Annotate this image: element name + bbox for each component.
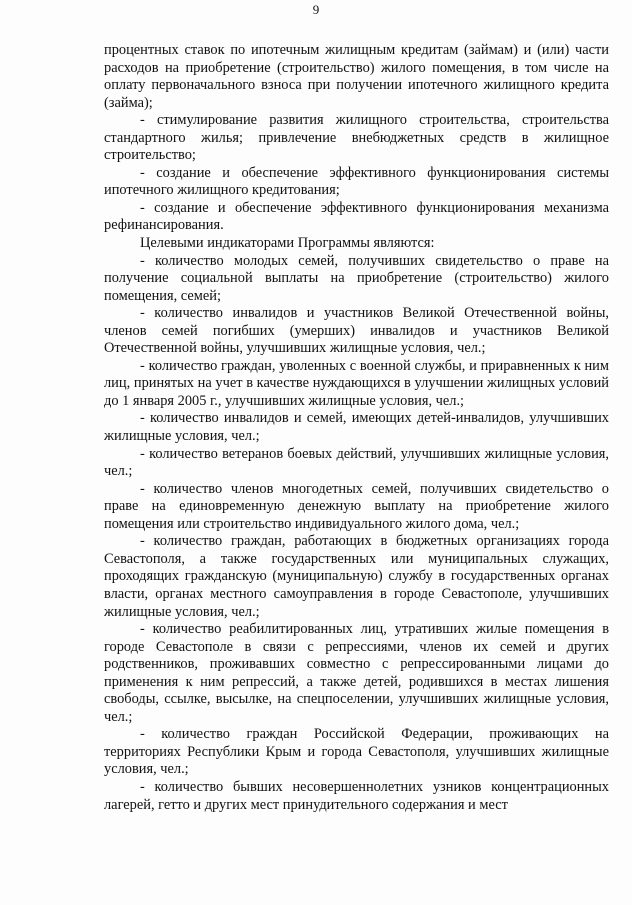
indicator-item: - количество граждан, работающих в бюджетных организациях города Севастополя, а также государственных или муниципальных служащих, проходящих гражданскую (муниципальную) службу в государственных органах власти, органах местного самоуправления в городе Севастополе, улучшивших жилищные условия, чел.; — [104, 533, 609, 620]
indicator-item: - количество бывших несовершеннолетних узников концентрационных лагерей, гетто и других мест принудительного содержания и мест — [104, 778, 609, 813]
indicator-item: - количество членов многодетных семей, получивших свидетельство о праве на единовременную денежную выплату на приобретение жилого помещения или строительство индивидуального жилого дома, чел.; — [104, 480, 609, 532]
indicator-item: - количество граждан, уволенных с военной службы, и приравненных к ним лиц, принятых на учет в качестве нуждающихся в улучшении жилищных условий до 1 января 2005 г., улучшивших жилищные условия, чел.; — [104, 357, 609, 409]
body-text — [104, 42, 609, 814]
indicator-item: - количество инвалидов и семей, имеющих детей-инвалидов, улучшивших жилищные условия, чел.; — [104, 410, 609, 445]
paragraph-continuation: процентных ставок по ипотечным жилищным кредитам (займам) и (или) части расходов на приобретение (строительство) жилого помещения, в том числе на оплату первоначального взноса при получении ипотечного жилищного кредита (займа); — [104, 42, 609, 111]
indicator-item: - количество инвалидов и участников Великой Отечественной войны, членов семей погибших (умерших) инвалидов и участников Великой Отечественной войны, улучшивших жилищные условия, чел.; — [104, 305, 609, 357]
page-number: 9 — [312, 2, 320, 17]
paragraph-indicators-heading: Целевыми индикаторами Программы являются: — [140, 235, 435, 252]
paragraph-mortgage-system: - создание и обеспечение эффективного функционирования системы ипотечного жилищного кредитования; — [104, 164, 609, 199]
paragraph-refinancing: - создание и обеспечение эффективного функционирования механизма рефинансирования. — [104, 199, 609, 234]
indicator-item: - количество реабилитированных лиц, утративших жилые помещения в городе Севастополе в связи с репрессиями, членов их семей и других родственников, проживавших совместно с репрессированными лицами до применения к ним репрессий, а также детей, родившихся в местах лишения свободы, ссылке, высылке, на спецпоселении, улучшивших жилищные условия, чел.; — [104, 621, 609, 725]
indicator-item: - количество молодых семей, получивших свидетельство о праве на получение социальной выплаты на приобретение (строительство) жилого помещения, семей; — [104, 252, 609, 304]
indicator-item: - количество граждан Российской Федерации, проживающих на территориях Республики Крым и города Севастополя, улучшивших жилищные условия, чел.; — [104, 726, 609, 778]
paragraph-stimulation: - стимулирование развития жилищного строительства, строительства стандартного жилья; привлечение внебюджетных средств в жилищное строительство; — [104, 112, 609, 164]
indicator-item: - количество ветеранов боевых действий, улучшивших жилищные условия, чел.; — [104, 445, 609, 480]
